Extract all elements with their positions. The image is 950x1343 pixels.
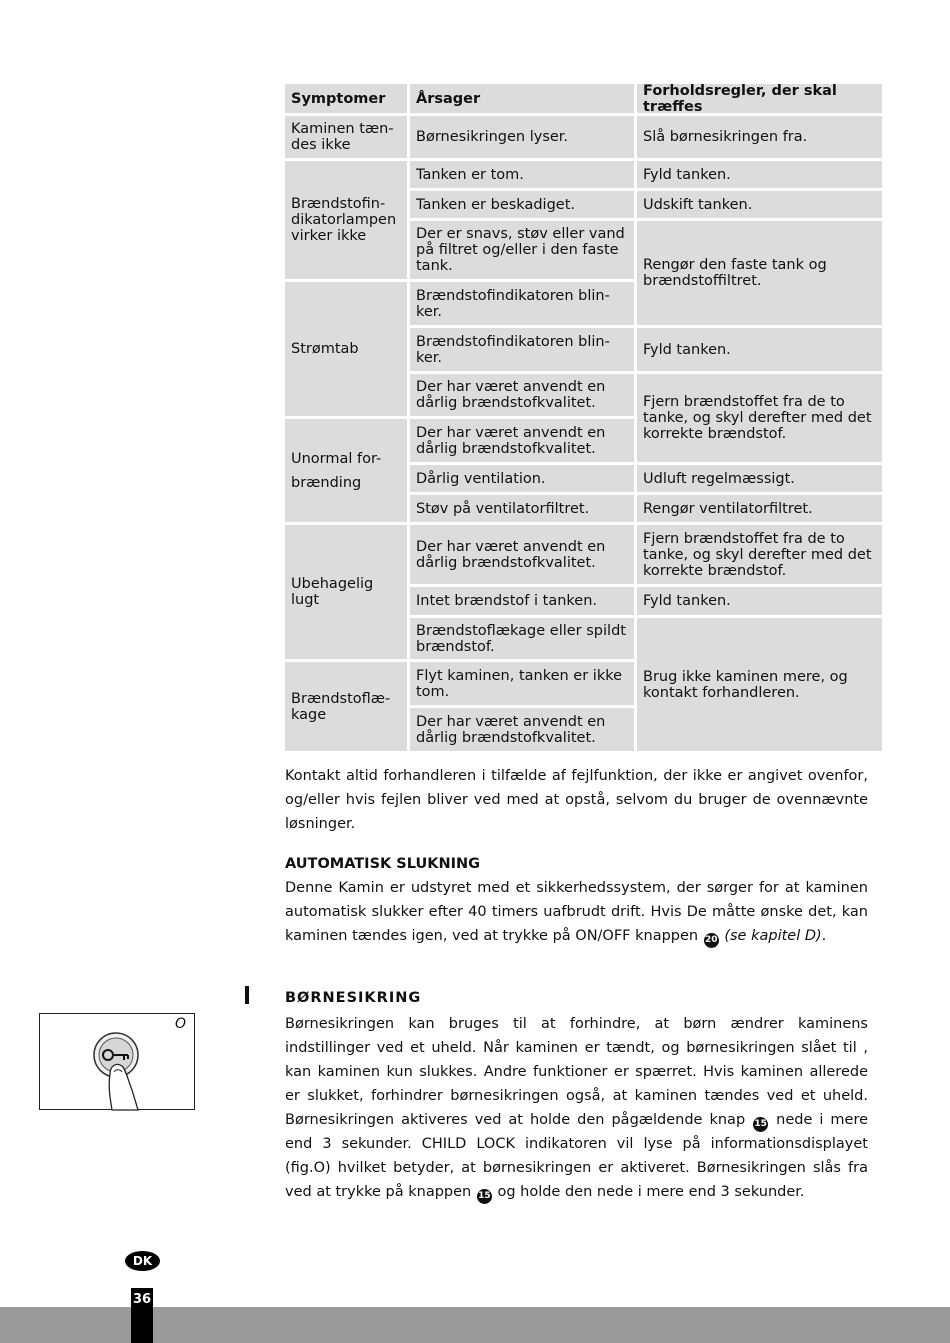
cause-cell: Der har været anvendt en dårlig brændstofkvalitet.	[410, 708, 634, 751]
key-icon	[40, 1014, 196, 1111]
symptom-cell: Brændstoflæ- kage	[285, 662, 407, 751]
auto-off-heading: AUTOMATISK SLUKNING	[285, 856, 481, 872]
button-15-marker: 15	[477, 1189, 492, 1204]
auto-off-text-body: Denne Kamin er udstyret med et sikkerhedssystem, der sørger for at kaminen automatisk slukker efter 40 timers uafbrudt drift. Hvis De måtte ønske det, kan kaminen tændes igen, ved at trykke på ON/OFF knappen	[285, 880, 868, 944]
remedy-cell: Slå børnesikringen fra.	[637, 116, 882, 158]
finger-press-icon	[109, 1064, 138, 1110]
language-badge: DK	[125, 1251, 160, 1271]
header-symptoms: Symptomer	[285, 84, 407, 113]
remedy-cell: Brug ikke kaminen mere, og kontakt forhandleren.	[637, 618, 882, 751]
remedy-cell: Rengør den faste tank og brændstoffiltret.	[637, 221, 882, 325]
remedy-cell: Fyld tanken.	[637, 161, 882, 188]
remedy-cell: Udluft regelmæssigt.	[637, 465, 882, 492]
cause-cell: Flyt kaminen, tanken er ikke tom.	[410, 662, 634, 705]
cause-cell: Der har været anvendt en dårlig brændstofkvalitet.	[410, 419, 634, 462]
remedy-cell: Rengør ventilatorfiltret.	[637, 495, 882, 522]
cause-cell: Tanken er tom.	[410, 161, 634, 188]
symptom-cell: Kaminen tæn- des ikke	[285, 116, 407, 158]
child-lock-text-part2: nede i mere end 3 sekunder. CHILD LOCK indikatoren vil lyse på informationsdisplayet (fig.O) hvilket betyder, at børnesikringen er aktiveret. Børnesikringen slås fra ved at trykke på knappen	[285, 1112, 869, 1200]
button-20-marker: 20	[704, 933, 719, 948]
chapter-reference: (se kapitel D)	[724, 928, 822, 944]
child-lock-text	[285, 1012, 868, 1204]
remedy-cell: Fyld tanken.	[637, 328, 882, 371]
cause-cell: Der er snavs, støv eller vand på filtret og/eller i den faste tank.	[410, 221, 634, 279]
cause-cell: Brændstoflækage eller spildt brændstof.	[410, 618, 634, 659]
cause-cell: Der har været anvendt en dårlig brændstofkvalitet.	[410, 525, 634, 584]
child-lock-heading: BØRNESIKRING	[285, 990, 422, 1006]
figure-letter: O	[174, 1016, 186, 1032]
button-15-marker: 15	[753, 1117, 768, 1132]
cause-cell: Børnesikringen lyser.	[410, 116, 634, 158]
cause-cell: Tanken er beskadiget.	[410, 191, 634, 218]
contact-note: Kontakt altid forhandleren i tilfælde af fejlfunktion, der ikke er angivet ovenfor, og/eller hvis fejlen bliver ved med at opstå, selvom du bruger de ovennævnte løsninger.	[285, 768, 868, 832]
remedy-cell: Fjern brændstoffet fra de to tanke, og skyl derefter med det korrekte brændstof.	[637, 525, 882, 584]
cause-cell: Der har været anvendt en dårlig brændstofkvalitet.	[410, 374, 634, 416]
symptom-cell: Brændstofin- dikatorlampen virker ikke	[285, 161, 407, 279]
cause-cell: Brændstofindikatoren blin- ker.	[410, 328, 634, 371]
remedy-cell: Udskift tanken.	[637, 191, 882, 218]
header-causes: Årsager	[410, 84, 634, 113]
remedy-cell: Fyld tanken.	[637, 587, 882, 615]
page-number: 36	[131, 1288, 153, 1343]
section-marker-bar	[245, 986, 249, 1004]
child-lock-text-part3: og holde den nede i mere end 3 sekunder.	[492, 1184, 805, 1200]
symptom-cell: Unormal for- brænding	[285, 419, 407, 522]
figure-o	[39, 1013, 195, 1110]
auto-off-text	[285, 876, 868, 948]
child-lock-text-part1: Børnesikringen kan bruges til at forhindre, at børn ændrer kaminens indstillinger ved et uheld. Når kaminen er tændt, og børnesikringen slået til , kan kaminen kun slukkes. Andre funktioner er spærret. Hvis kaminen allerede er slukket, forhindrer børnesikringen også, at kaminen tændes ved et uheld. Børnesikringen aktiveres ved at holde den pågældende knap	[285, 1016, 868, 1128]
auto-off-text-end: .	[821, 928, 827, 944]
cause-cell: Brændstofindikatoren blin- ker.	[410, 282, 634, 325]
cause-cell: Støv på ventilatorfiltret.	[410, 495, 634, 522]
symptom-cell: Ubehagelig lugt	[285, 525, 407, 659]
cause-cell: Intet brændstof i tanken.	[410, 587, 634, 615]
cause-cell: Dårlig ventilation.	[410, 465, 634, 492]
symptom-cell: Strømtab	[285, 282, 407, 416]
remedy-cell: Fjern brændstoffet fra de to tanke, og skyl derefter med det korrekte brændstof.	[637, 374, 882, 462]
header-remedies: Forholdsregler, der skal træffes	[637, 84, 882, 113]
